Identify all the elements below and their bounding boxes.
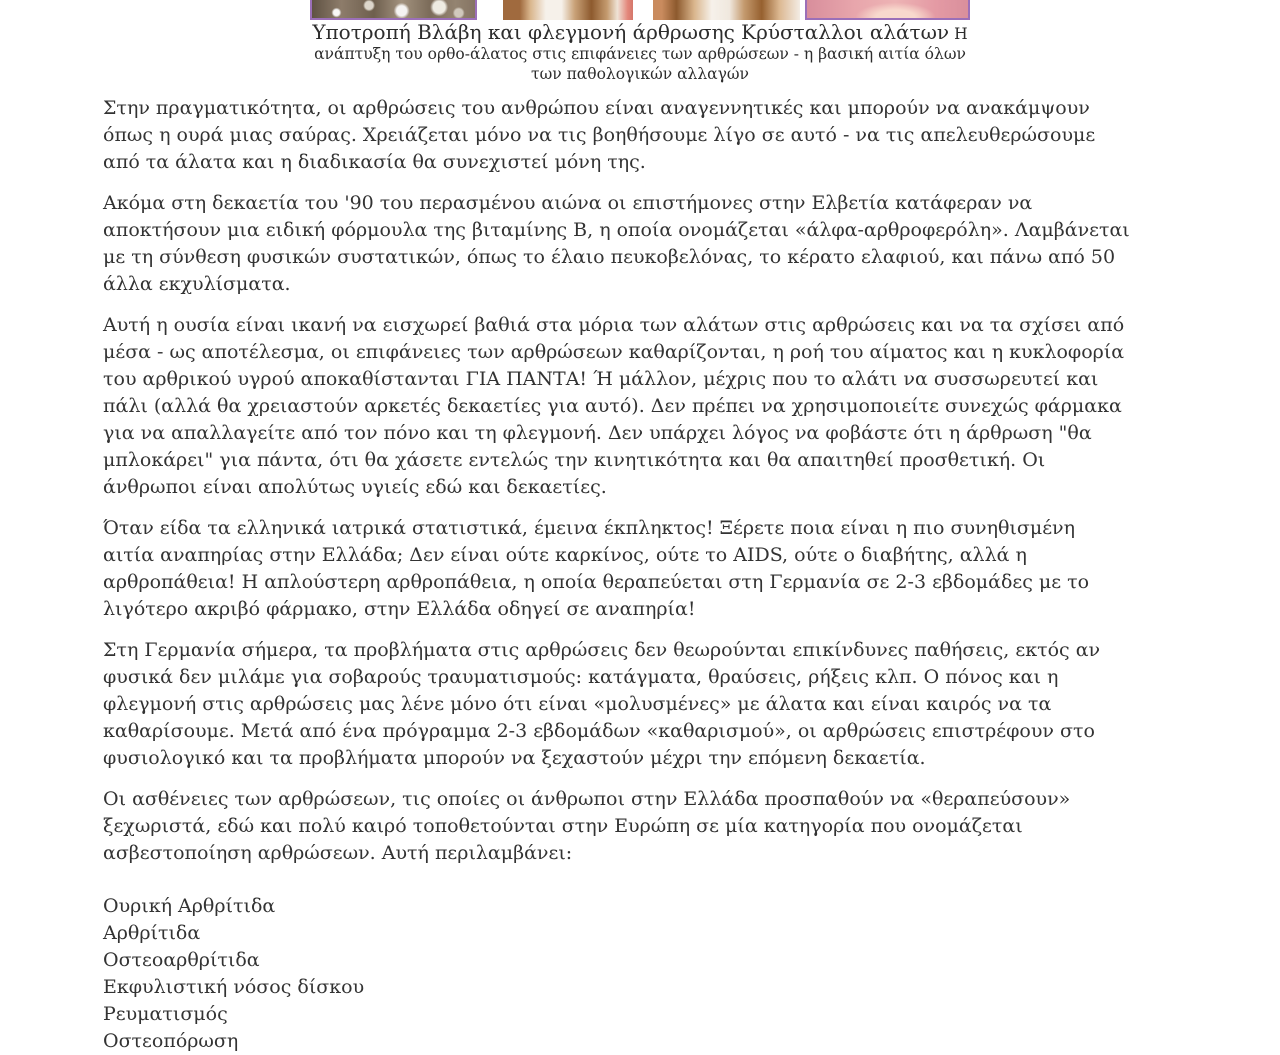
disease-item-osteoarthritis: Οστεοαρθρίτιδα <box>103 949 260 971</box>
salt-crystals-image <box>310 0 477 20</box>
disease-item-rheumatism: Ρευματισμός <box>103 1003 228 1025</box>
disease-list <box>103 893 1131 1055</box>
paragraph-greek-statistics: Όταν είδα τα ελληνικά ιατρικά στατιστικά, έμεινα έκπληκτος! Ξέρετε ποια είναι η πιο συνηθισμένη αιτία αναπηρίας στην Ελλάδα; Δεν είναι ούτε καρκίνος, ούτε το AIDS, ούτε ο διαβήτης, αλλά η αρθροπάθεια! Η απλούστερη αρθροπάθεια, η οποία θεραπεύεται στη Γερμανία σε 2-3 εβδομάδες με το λιγότερο ακριβό φάρμακο, στην Ελλάδα οδηγεί σε αναπηρία! <box>103 517 1090 620</box>
paragraph-germany-today: Στη Γερμανία σήμερα, τα προβλήματα στις αρθρώσεις δεν θεωρούνται επικίνδυνες παθήσεις, εκτός αν φυσικά δεν μιλάμε για σοβαρούς τραυματισμούς: κατάγματα, θραύσεις, ρήξεις κλπ. Ο πόνος και η φλεγμονή στις αρθρώσεις μας λένε μόνο ότι είναι «μολυσμένες» με άλατα και είναι καιρός να τα καθαρίσουμε. Μετά από ένα πρόγραμμα 2-3 εβδομάδων «καθαρισμού», οι αρθρώσεις επιστρέφουν στο φυσιολογικό και τα προβλήματα μπορούν να ξεχαστούν μέχρι την επόμενη δεκαετία. <box>103 639 1101 769</box>
paragraph-calcification-category: Οι ασθένειες των αρθρώσεων, τις οποίες οι άνθρωποι στην Ελλάδα προσπαθούν να «θεραπεύσουν» ξεχωριστά, εδώ και πολύ καιρό τοποθετούνται στην Ευρώπη σε μία κατηγορία που ονομάζεται ασβεστοποίηση αρθρώσεων. Αυτή περιλαμβάνει: <box>103 788 1071 864</box>
figure-caption <box>300 20 980 84</box>
disease-item-gouty-arthritis: Ουρική Αρθρίτιδα <box>103 895 276 917</box>
article-body <box>103 95 1131 1055</box>
paragraph-substance-action: Αυτή η ουσία είναι ικανή να εισχωρεί βαθιά στα μόρια των αλάτων στις αρθρώσεις και να τα σχίσει από μέσα - ως αποτέλεσμα, οι επιφάνειες των αρθρώσεων καθαρίζονται, η ροή του αίματος και η κυκλοφορία του αρθρικού υγρού αποκαθίστανται ΓΙΑ ΠΑΝΤΑ! Ή μάλλον, μέχρις που το αλάτι να συσσωρευτεί και πάλι (αλλά θα χρειαστούν αρκετές δεκαετίες για αυτό). Δεν πρέπει να χρησιμοποιείτε συνεχώς φάρμακα για να απαλλαγείτε από τον πόνο και τη φλεγμονή. Δεν υπάρχει λόγος να φοβάστε ότι η άρθρωση "θα μπλοκάρει" για πάντα, ότι θα χάσετε εντελώς την κινητικότητα και θα απαιτηθεί προσθετική. Οι άνθρωποι είναι απολύτως υγιείς εδώ και δεκαετίες. <box>103 314 1125 498</box>
figure-strip <box>0 0 1280 20</box>
paragraph-regeneration: Στην πραγματικότητα, οι αρθρώσεις του ανθρώπου είναι αναγεννητικές και μπορούν να ανακάμψουν όπως η ουρά μιας σαύρας. Χρειάζεται μόνο να τις βοηθήσουμε λίγο σε αυτό - να τις απελευθερώσουμε από τα άλατα και η διαδικασία θα συνεχιστεί μόνη της. <box>103 97 1096 173</box>
paragraph-swiss-formula: Ακόμα στη δεκαετία του '90 του περασμένου αιώνα οι επιστήμονες στην Ελβετία κατάφεραν να αποκτήσουν μια ειδική φόρμουλα της βιταμίνης B, η οποία ονομάζεται «άλφα-αρθροφερόλη». Λαμβάνεται με τη σύνθεση φυσικών συστατικών, όπως το έλαιο πευκοβελόνας, το κέρατο ελαφιού, και πάνω από 50 άλλα εκχυλίσματα. <box>103 192 1130 295</box>
disease-item-arthritis: Αρθρίτιδα <box>103 922 201 944</box>
figure-caption-title: Υποτροπή Βλάβη και φλεγμονή άρθρωσης Κρύσταλλοι αλάτων <box>312 20 950 44</box>
disease-item-degenerative-disc: Εκφυλιστική νόσος δίσκου <box>103 976 365 998</box>
joint-anatomy-image-left <box>503 0 633 20</box>
disease-item-osteoporosis: Οστεοπόρωση <box>103 1030 239 1052</box>
joint-anatomy-image-right <box>653 0 800 20</box>
inflamed-tissue-image <box>805 0 970 20</box>
figure-caption-subtitle: Η ανάπτυξη του ορθο-άλατος στις επιφάνειες των αρθρώσεων - η βασική αιτία όλων των παθολογικών αλλαγών <box>314 25 968 83</box>
